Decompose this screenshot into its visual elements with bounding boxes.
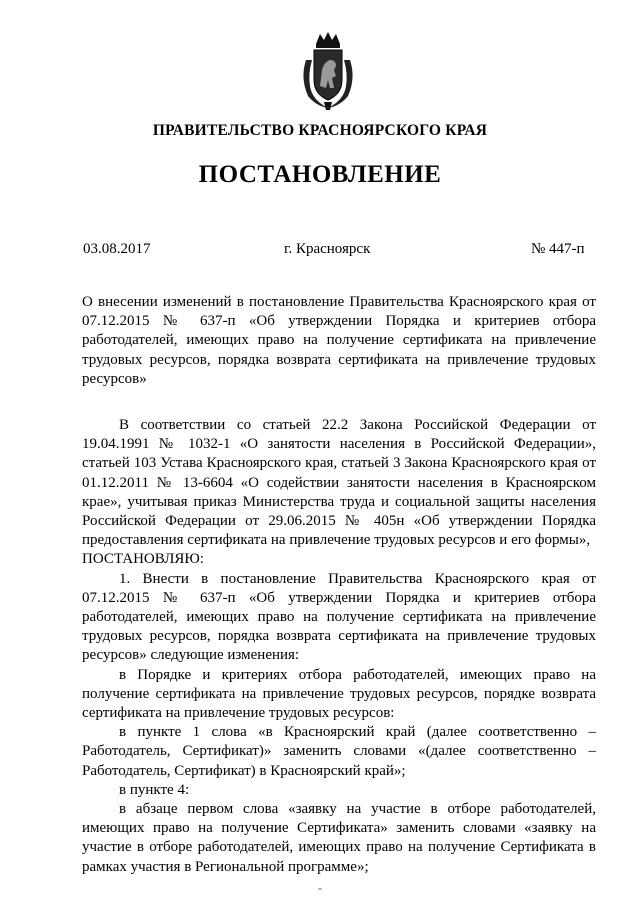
coat-of-arms-emblem	[298, 30, 358, 112]
item-1-subparagraph-point-4: в пункте 4:	[119, 781, 190, 798]
page-mark	[318, 888, 322, 890]
item-1-paragraph: 1. Внести в постановление Правительства Красноярского края от 07.12.2015 № 637-п «Об утверждении Порядка и критериев отбора работодателей, имеющих право на получение сертификата на привлечение трудовых ресурсов, порядка возврата сертификата на привлечение трудовых ресурсов» следующие изменения:	[82, 570, 596, 664]
preamble-paragraph: В соответствии со статьей 22.2 Закона Российской Федерации от 19.04.1991 № 1032-1 «О занятости населения в Российской Федерации», статьей 103 Устава Красноярского края, статьей 3 Закона Красноярского края от 01.12.2011 № 13-6604 «О содействии занятости населения в Красноярском крае», учитывая приказ Министерства труда и социальной защиты населения Российской Федерации от 29.06.2015 № 405н «Об утверждении Порядка предоставления сертификата на привлечение трудовых ресурсов и его формы»,	[82, 417, 596, 549]
item-1-subparagraph-procedure: в Порядке и критериях отбора работодателей, имеющих право на получение сертификата на привлечение трудовых ресурсов, порядке возврата сертификата на привлечение трудовых ресурсов:	[82, 666, 596, 722]
resolution-word: ПОСТАНОВЛЯЮ:	[82, 551, 204, 568]
document-number: № 447-п	[531, 241, 585, 257]
item-1-subparagraph-first-abstract: в абзаце первом слова «заявку на участие в отборе работодателей, имеющих право на получение Сертификата» заменить словами «заявку на участие в отборе работодателей, имеющих право на получение Сертификата в рамках участия в Региональной программе»;	[82, 801, 596, 875]
document-body	[82, 416, 596, 877]
government-name: ПРАВИТЕЛЬСТВО КРАСНОЯРСКОГО КРАЯ	[152, 122, 488, 139]
document-date: 03.08.2017	[83, 241, 151, 257]
document-subject: О внесении изменений в постановление Правительства Красноярского края от 07.12.2015 № 637-п «Об утверждении Порядка и критериев отбора работодателей, имеющих право на получение сертификата на привлечение трудовых ресурсов, порядка возврата сертификата на привлечение трудовых ресурсов»	[82, 294, 596, 387]
item-1-subparagraph-point-1: в пункте 1 слова «в Красноярский край (далее соответственно – Работодатель, Сертификат)» заменить словами «(далее соответственно – Работодатель, Сертификат) в Красноярский край»;	[82, 724, 596, 779]
document-city: г. Красноярск	[284, 241, 371, 257]
document-type-title: ПОСТАНОВЛЕНИЕ	[198, 161, 442, 188]
